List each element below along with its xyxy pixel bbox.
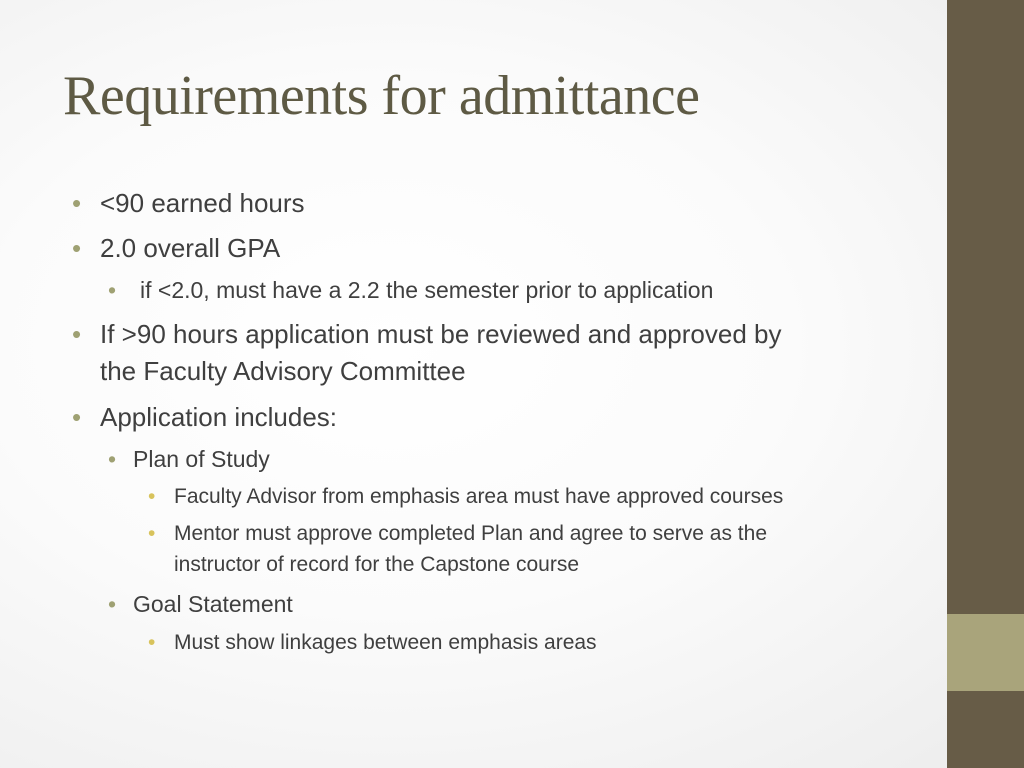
bullet-icon: • [148, 522, 156, 545]
sub-sub-bullet-item: Mentor must approve completed Plan and agree to serve as the [174, 522, 768, 545]
sub-bullet-item: Goal Statement [133, 591, 293, 617]
bullet-icon: • [148, 485, 156, 508]
bullet-icon: • [72, 233, 82, 263]
bullet-item: <90 earned hours [100, 188, 305, 218]
bullet-icon: • [72, 188, 82, 218]
bullet-icon: • [148, 631, 156, 654]
bullet-item: Application includes: [100, 402, 338, 432]
sub-bullet-item: if <2.0, must have a 2.2 the semester prior to application [140, 277, 714, 303]
sub-sub-bullet-item: Faculty Advisor from emphasis area must have approved courses [174, 485, 784, 508]
bullet-icon: • [108, 277, 117, 303]
bullet-item: 2.0 overall GPA [100, 233, 281, 263]
slide-title: Requirements for admittance [63, 65, 700, 127]
bullet-icon: • [72, 402, 82, 432]
bullet-item-continuation: the Faculty Advisory Committee [100, 356, 466, 386]
sub-sub-bullet-item: Must show linkages between emphasis areas [174, 631, 597, 654]
bullet-icon: • [108, 446, 117, 472]
sub-bullet-item: Plan of Study [133, 446, 270, 472]
bullet-icon: • [108, 591, 117, 617]
sub-sub-bullet-continuation: instructor of record for the Capstone course [174, 553, 580, 576]
side-accent-block [947, 614, 1024, 691]
bullet-icon: • [72, 319, 82, 349]
bullet-item: If >90 hours application must be reviewed and approved by [100, 319, 782, 349]
